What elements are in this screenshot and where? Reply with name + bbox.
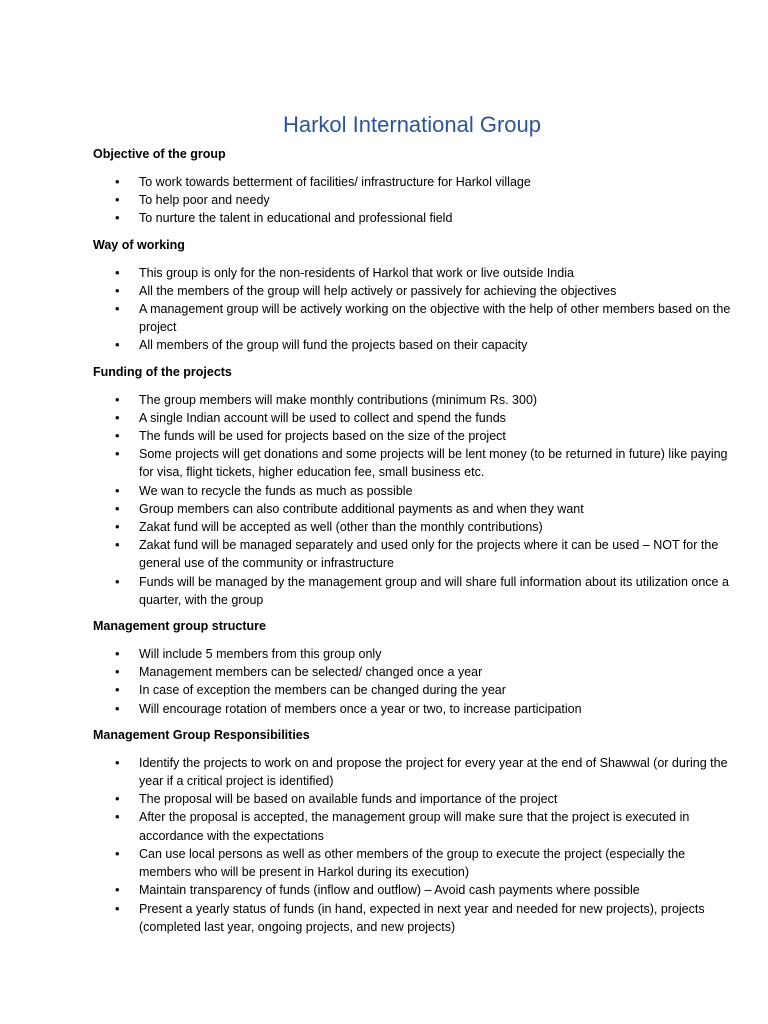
list-item: • A single Indian account will be used to collect and spend the funds xyxy=(93,409,733,427)
section-heading: Funding of the projects xyxy=(93,364,232,379)
bullet-list xyxy=(93,754,733,936)
section-heading: Way of working xyxy=(93,237,185,252)
document-body xyxy=(93,146,733,945)
list-item: • Some projects will get donations and some projects will be lent money (to be returned in future) like paying for visa, flight tickets, higher education fee, small business etc. xyxy=(93,445,733,481)
section-heading: Management Group Responsibilities xyxy=(93,727,310,742)
list-item: • Can use local persons as well as other members of the group to execute the project (especially the members who will be present in Harkol during its execution) xyxy=(93,845,733,881)
list-item: • We wan to recycle the funds as much as possible xyxy=(93,482,733,500)
section-way-of-working xyxy=(93,237,733,355)
list-item: • To nurture the talent in educational and professional field xyxy=(93,209,733,227)
list-item: • Zakat fund will be managed separately and used only for the projects where it can be used – NOT for the general use of the community or infrastructure xyxy=(93,536,733,572)
list-item: • To work towards betterment of facilities/ infrastructure for Harkol village xyxy=(93,173,733,191)
list-item: • The group members will make monthly contributions (minimum Rs. 300) xyxy=(93,391,733,409)
section-heading: Management group structure xyxy=(93,619,266,634)
section-funding xyxy=(93,364,733,609)
section-objective xyxy=(93,146,733,228)
list-item: • The funds will be used for projects based on the size of the project xyxy=(93,427,733,445)
list-item: • After the proposal is accepted, the management group will make sure that the project is executed in accordance with the expectations xyxy=(93,808,733,844)
list-item: • Management members can be selected/ changed once a year xyxy=(93,663,733,681)
list-item: • All members of the group will fund the projects based on their capacity xyxy=(93,336,733,354)
document-title: Harkol International Group xyxy=(282,112,542,137)
list-item: • Zakat fund will be accepted as well (other than the monthly contributions) xyxy=(93,518,733,536)
list-item: • This group is only for the non-residents of Harkol that work or live outside India xyxy=(93,264,733,282)
bullet-list xyxy=(93,645,733,718)
list-item: • Maintain transparency of funds (inflow and outflow) – Avoid cash payments where possible xyxy=(93,881,733,899)
list-item: • A management group will be actively working on the objective with the help of other members based on the project xyxy=(93,300,733,336)
list-item: • Funds will be managed by the management group and will share full information about its utilization once a quarter, with the group xyxy=(93,573,733,609)
list-item: • To help poor and needy xyxy=(93,191,733,209)
list-item: • In case of exception the members can be changed during the year xyxy=(93,681,733,699)
section-heading: Objective of the group xyxy=(93,147,226,161)
list-item: • Group members can also contribute additional payments as and when they want xyxy=(93,500,733,518)
list-item: • Present a yearly status of funds (in hand, expected in next year and needed for new projects), projects (completed last year, ongoing projects, and new projects) xyxy=(93,900,733,936)
bullet-list xyxy=(93,264,733,355)
list-item: • Will include 5 members from this group only xyxy=(93,645,733,663)
list-item: • The proposal will be based on available funds and importance of the project xyxy=(93,790,733,808)
list-item: • All the members of the group will help actively or passively for achieving the objectives xyxy=(93,282,733,300)
section-management-responsibilities xyxy=(93,727,733,936)
bullet-list xyxy=(93,173,733,228)
section-management-structure xyxy=(93,618,733,718)
list-item: • Will encourage rotation of members once a year or two, to increase participation xyxy=(93,700,733,718)
list-item: • Identify the projects to work on and propose the project for every year at the end of Shawwal (or during the year if a critical project is identified) xyxy=(93,754,733,790)
bullet-list xyxy=(93,391,733,609)
